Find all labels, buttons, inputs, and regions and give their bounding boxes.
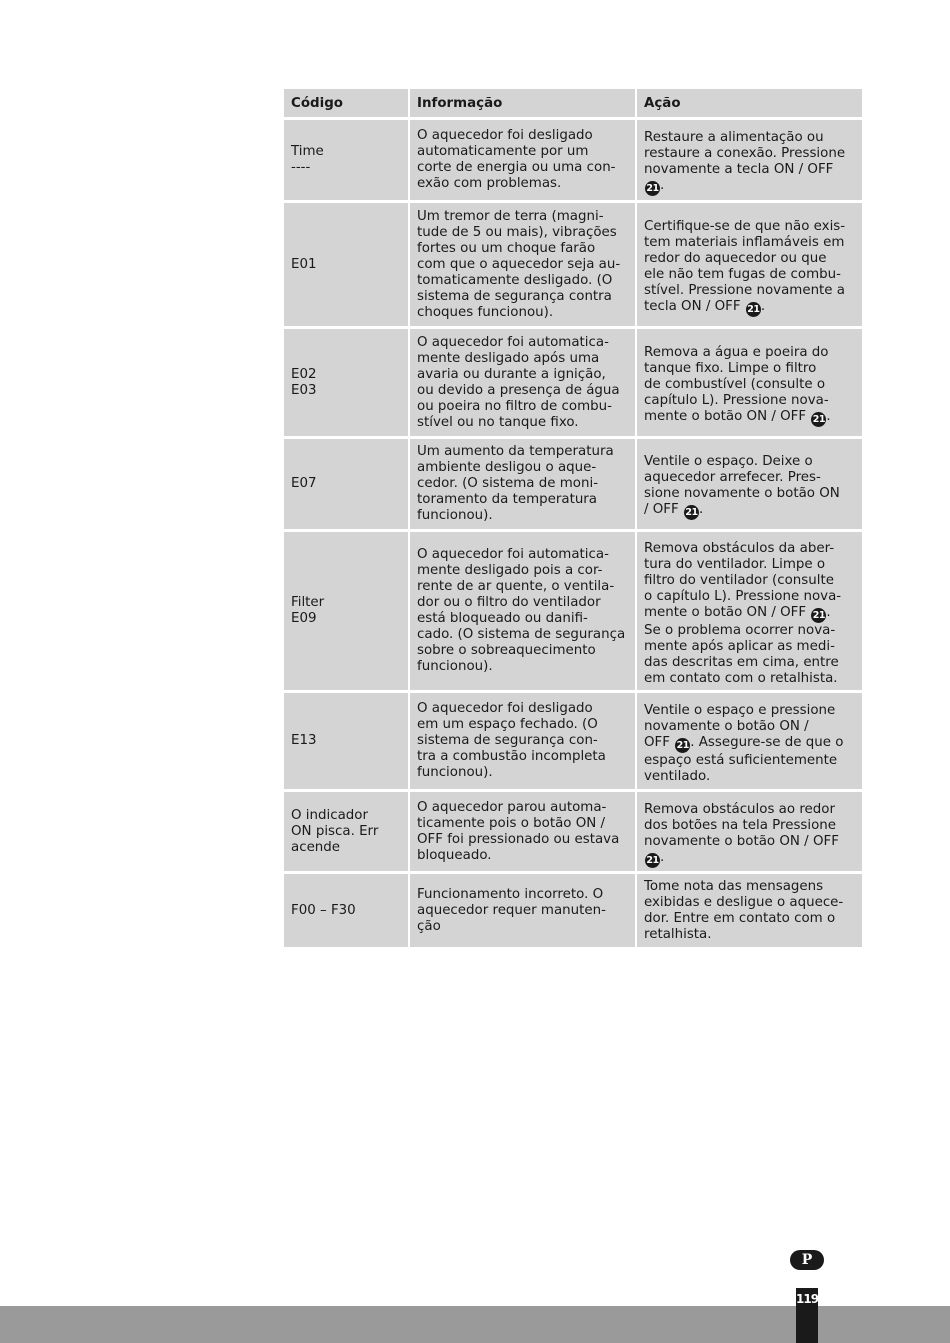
action-text: Ventile o espaço e pressione novamente o botão ON / OFF	[644, 703, 836, 750]
ref-21-icon: 21	[747, 303, 760, 315]
row-info: O aquecedor foi automatica- mente desligado após uma avaria ou durante a ignição, ou devido a presença de água ou poeira no filtro de combu- stível ou no tanque fixo.	[410, 329, 635, 436]
ref-21-icon: 21	[646, 183, 659, 194]
action-text-end: .	[698, 502, 704, 517]
ref-21-icon: 21	[676, 740, 689, 751]
row-action	[637, 693, 862, 789]
row-info: Um aumento da temperatura ambiente desligou o aque- cedor. (O sistema de moni- toramento da temperatura funcionou).	[410, 439, 635, 529]
action-text-end: .	[660, 849, 665, 865]
row-code: E13	[284, 693, 408, 789]
action-text-end: .	[826, 408, 831, 424]
row-info: Um tremor de terra (magni- tude de 5 ou mais), vibrações fortes ou um choque farão com que o aquecedor seja au- tomaticamente desligado. (O sistema de segurança contra choques funcionou).	[410, 203, 635, 326]
row-info: O aquecedor foi desligado em um espaço fechado. (O sistema de segurança con- tra a combustão incompleta funcionou).	[410, 693, 635, 789]
ref-21-icon: 21	[646, 854, 659, 866]
header-information: Informação	[410, 89, 635, 117]
action-text: Certifique-se de que não exis- tem materiais inflamáveis em redor do aquecedor ou que ele não tem fugas de combu- stível. Pressione novamente a tecla ON / OFF	[644, 218, 846, 314]
action-text: Remova obstáculos da aber- tura do ventilador. Limpe o filtro do ventilador (consulte o capítulo L). Pressione nova- mente o botão ON / OFF	[644, 541, 842, 620]
action-text: Restaure a alimentação ou restaure a conexão. Pressione novamente a tecla ON / OFF	[644, 130, 846, 177]
row-info: O aquecedor foi desligado automaticamente por um corte de energia ou uma con- exão com problemas.	[410, 120, 635, 200]
action-text-end: . Assegure-se de que o espaço está suficientemente ventilado.	[644, 735, 844, 784]
row-action	[637, 532, 862, 690]
header-action: Ação	[637, 89, 862, 117]
row-code: E07	[284, 439, 408, 529]
row-action	[637, 329, 862, 436]
row-code: E01	[284, 203, 408, 326]
row-code: F00 – F30	[284, 874, 408, 947]
row-action	[637, 874, 862, 947]
action-text: Remova a água e poeira do tanque fixo. Limpe o filtro de combustível (consulte o capítulo L). Pressione nova- mente o botão ON / OFF	[644, 344, 829, 424]
ref-21-icon: 21	[685, 507, 698, 518]
row-action	[637, 792, 862, 871]
header-code: Código	[284, 89, 408, 117]
row-action	[637, 439, 862, 529]
row-code: Time ----	[284, 120, 408, 200]
ref-21-icon: 21	[812, 610, 825, 621]
row-info: O aquecedor foi automatica- mente desligado pois a cor- rente de ar quente, o ventila- dor ou o filtro do ventilador está bloqueado ou danifi- cado. (O sistema de segurança sobre o sobreaquecimento funcionou).	[410, 532, 635, 690]
action-text: Ventile o espaço. Deixe o aquecedor arrefecer. Pres- sione novamente o botão ON / OFF	[644, 454, 840, 517]
error-code-table	[284, 89, 862, 947]
action-text-end: . Se o problema ocorrer nova- mente após aplicar as medi- das descritas em cima, entre em contato com o retalhista.	[644, 605, 839, 686]
action-text-end: .	[760, 298, 766, 314]
row-code: O indicador ON pisca. Err acende	[284, 792, 408, 871]
row-info: Funcionamento incorreto. O aquecedor requer manuten- ção	[410, 874, 635, 947]
row-code: E02 E03	[284, 329, 408, 436]
action-text-end: .	[660, 178, 665, 193]
row-action	[637, 120, 862, 200]
action-text: Remova obstáculos ao redor dos botões na tela Pressione novamente o botão ON / OFF	[644, 801, 839, 849]
ref-21-icon: 21	[812, 413, 825, 425]
page-number: 119	[796, 1292, 819, 1306]
language-badge: P	[790, 1250, 824, 1270]
row-action	[637, 203, 862, 326]
row-info: O aquecedor parou automa- ticamente pois o botão ON / OFF foi pressionado ou estava bloqueado.	[410, 792, 635, 871]
action-text: Tome nota das mensagens exibidas e desligue o aquece- dor. Entre em contato com o retalhista.	[644, 878, 844, 942]
row-code: Filter E09	[284, 532, 408, 690]
